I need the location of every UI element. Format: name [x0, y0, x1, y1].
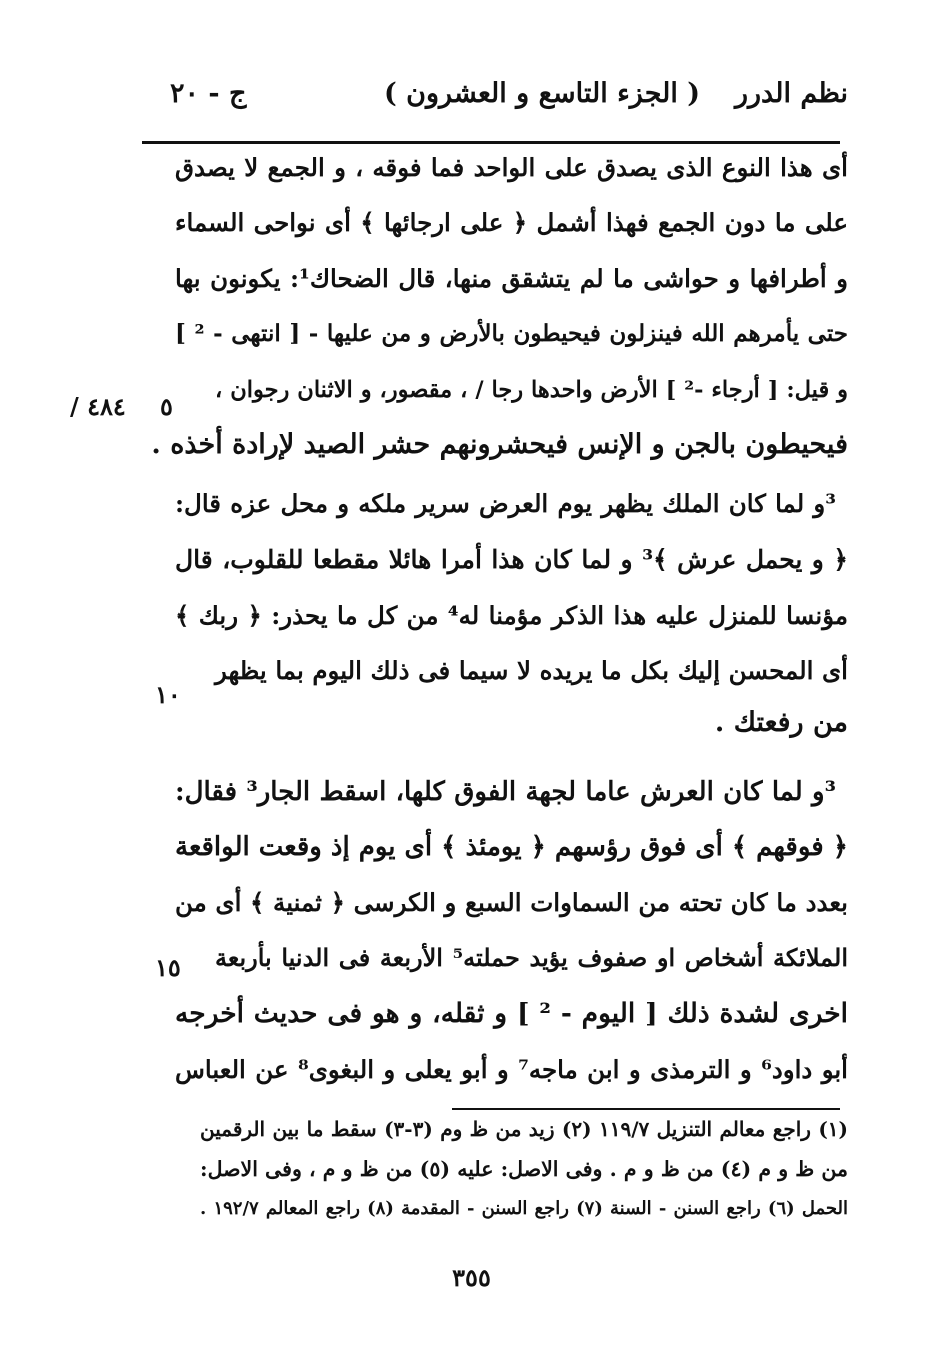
text-line-17: أبو داود⁶ و الترمذى و ابن ماجه⁷ و أبو يعلى و البغوى⁸ عن العباس — [175, 1055, 848, 1084]
text-line-12: ³و لما كان العرش عاما لجهة الفوق كلها، اسقط الجار³ فقال: — [175, 777, 836, 807]
verse-marker-10: ١٠ — [155, 680, 181, 709]
text-line-6: فيحيطون بالجن و الإنس فيحشرونهم حشر الصيد لإرادة أخذه . — [151, 429, 848, 460]
text-line-11: من رفعتك . — [714, 707, 848, 738]
volume-label: ج - ٢٠ — [170, 78, 247, 109]
footnote-line-2: من ظ و م (٤) من ظ و م . وفى الاصل: عليه (٥) من ظ و م ، وفى الاصل: — [200, 1157, 848, 1181]
text-line-13: ﴿ فوقهم ﴾ أى فوق رؤسهم ﴿ يومئذ ﴾ أى يوم إذ وقعت الواقعة — [175, 832, 848, 862]
text-line-14: بعدد ما كان تحته من السماوات السبع و الكرسى ﴿ ثمنية ﴾ أى من — [175, 888, 848, 917]
text-line-8: ﴿ و يحمل عرش ﴾³ و لما كان هذا أمرا هائلا مقطعا للقلوب، قال — [175, 545, 848, 574]
page-number: ٣٥٥ — [452, 1263, 491, 1292]
text-line-10: أى المحسن إليك بكل ما يريده لا سيما فى ذلك اليوم بما يظهر — [215, 656, 848, 685]
text-line-7: ³و لما كان الملك يظهر يوم العرض سرير ملكه و محل عزه قال: — [175, 489, 836, 518]
text-line-1: أى هذا النوع الذى يصدق على الواحد فما فوقه ، و الجمع لا يصدق — [175, 153, 848, 182]
verse-marker-15: ١٥ — [155, 953, 181, 982]
header-rule — [142, 141, 840, 144]
book-title: نظم الدرر — [734, 78, 848, 109]
text-line-15: الملائكة أشخاص او صفوف يؤيد حملته⁵ الأربعة فى الدنيا بأربعة — [215, 943, 848, 972]
page-reference: ٤٨٤ / — [70, 392, 126, 421]
part-title: ( الجزء التاسع و العشرون ) — [384, 78, 701, 109]
footnote-line-1: (١) راجع معالم التنزيل ١١٩/٧ (٢) زيد من ظ وم (٣-٣) سقط ما بين الرقمين — [200, 1117, 848, 1141]
text-line-2: على ما دون الجمع فهذا أشمل ﴿ على ارجائها ﴾ أى نواحى السماء — [175, 208, 848, 237]
footnote-line-3: الحمل (٦) راجع السنن - السنة (٧) راجع السنن - المقدمة (٨) راجع المعالم ١٩٢/٧ . — [200, 1198, 848, 1219]
text-line-16: اخرى لشدة ذلك [ اليوم - ² ] و ثقله، و هو فى حديث أخرجه — [175, 998, 848, 1029]
text-line-9: مؤنسا للمنزل عليه هذا الذكر مؤمنا له⁴ من كل ما يحذر: ﴿ ربك ﴾ — [175, 601, 848, 630]
text-line-4: حتى يأمرهم الله فينزلون فيحيطون بالأرض و من عليها - [ انتهى - ² ] — [175, 320, 849, 347]
footnote-rule — [452, 1108, 840, 1110]
verse-marker-5: ٥ — [160, 392, 173, 421]
text-line-5: و قيل: [ أرجاء -² ] الأرض واحدها رجا / ، مقصور، و الاثنان رجوان ، — [215, 377, 848, 403]
text-line-3: و أطرافها و حواشى ما لم يتشقق منها، قال الضحاك¹: يكونون بها — [175, 264, 848, 293]
